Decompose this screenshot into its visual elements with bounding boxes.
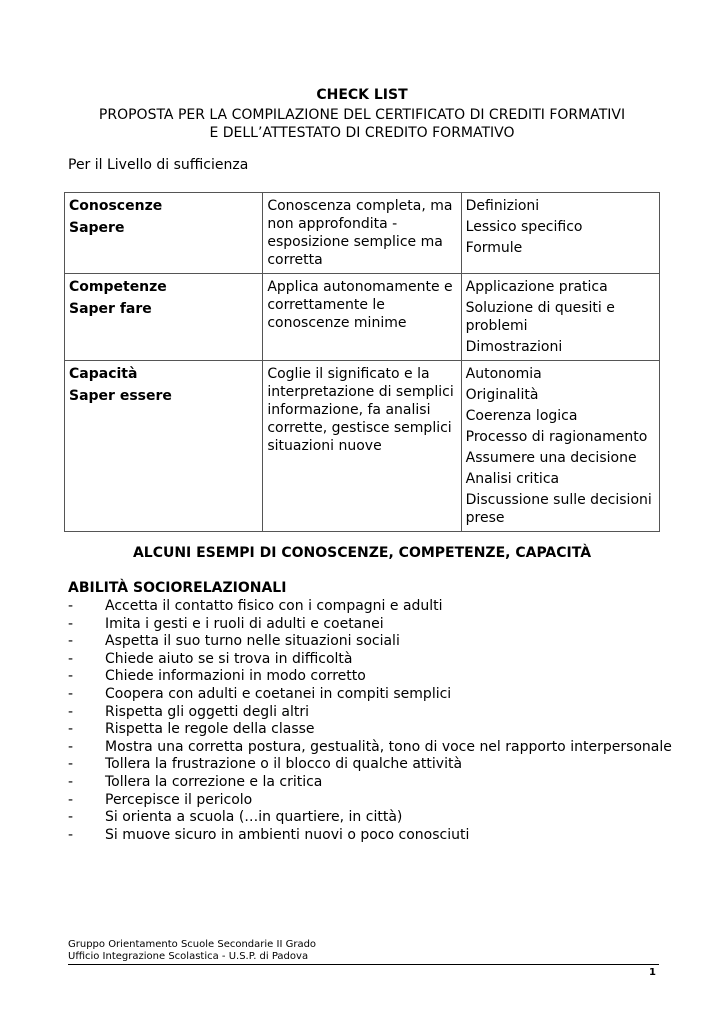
list-item: Processo di ragionamento xyxy=(465,429,648,445)
footer xyxy=(68,939,316,963)
list-item xyxy=(68,651,672,669)
list-item-text: Chiede informazioni in modo corretto xyxy=(105,668,366,685)
description-cell xyxy=(263,361,461,532)
description-cell xyxy=(263,193,461,274)
bullet-dash: - xyxy=(68,791,74,808)
items-cell xyxy=(461,193,659,274)
list-item xyxy=(68,721,672,739)
list-item: Applicazione pratica xyxy=(465,279,608,295)
category-label: Conoscenze xyxy=(69,198,163,214)
list-item: Autonomia xyxy=(465,366,542,382)
list-item-text: Mostra una corretta postura, gestualità, tono di voce nel rapporto interpersonale xyxy=(105,738,672,755)
checklist-table xyxy=(64,192,660,532)
list-item: Dimostrazioni xyxy=(465,339,563,355)
bullet-dash: - xyxy=(68,598,74,614)
category-cell xyxy=(65,193,263,274)
category-label: Competenze xyxy=(69,279,167,295)
bullet-dash: - xyxy=(68,756,74,773)
category-cell xyxy=(65,361,263,532)
bullet-dash: - xyxy=(68,773,74,790)
bullet-dash: - xyxy=(68,703,74,720)
list-item-text: Rispetta le regole della classe xyxy=(105,721,315,738)
bullet-dash: - xyxy=(68,826,74,843)
list-item: Lessico specifico xyxy=(465,219,583,235)
items-cell xyxy=(461,274,659,361)
list-item-text: Rispetta gli oggetti degli altri xyxy=(105,703,310,720)
footer-divider xyxy=(68,964,659,965)
bullet-dash: - xyxy=(68,633,74,650)
category-label: Capacità xyxy=(69,366,138,382)
list-item-text: Chiede aiuto se si trova in difficoltà xyxy=(105,650,353,667)
page-number: 1 xyxy=(649,967,656,978)
list-item-text: Aspetta il suo turno nelle situazioni sociali xyxy=(105,633,400,650)
list-item-text: Tollera la frustrazione o il blocco di qualche attività xyxy=(105,756,463,773)
list-item-text: Percepisce il pericolo xyxy=(105,791,253,808)
category-sublabel: Sapere xyxy=(69,220,125,236)
description-text: Coglie il significato e la interpretazione di semplici informazione, fa analisi corrette, gestisce semplici situazioni nuove xyxy=(267,366,454,454)
bullet-dash: - xyxy=(68,809,74,826)
table-row xyxy=(65,361,660,532)
section-title: ALCUNI ESEMPI DI CONOSCENZE, COMPETENZE, CAPACITÀ xyxy=(132,545,592,561)
list-item: Coerenza logica xyxy=(465,408,578,424)
bullet-dash: - xyxy=(68,668,74,685)
document-title: CHECK LIST xyxy=(316,87,408,103)
list-item: Assumere una decisione xyxy=(465,450,637,466)
list-item-text: Si orienta a scuola (…in quartiere, in città) xyxy=(105,809,403,826)
list-item: Formule xyxy=(465,240,523,256)
document-subtitle-line-1: PROPOSTA PER LA COMPILAZIONE DEL CERTIFICATO DI CREDITI FORMATIVI xyxy=(98,107,626,123)
list-item: Definizioni xyxy=(465,198,540,214)
list-item xyxy=(68,792,672,810)
abilities-heading: ABILITÀ SOCIORELAZIONALI xyxy=(68,580,287,596)
list-item-text: Tollera la correzione e la critica xyxy=(105,773,323,790)
table-row xyxy=(65,193,660,274)
description-text: Applica autonomamente e correttamente le conoscenze minime xyxy=(267,279,453,331)
bullet-dash: - xyxy=(68,721,74,738)
list-item-text: Accetta il contatto fisico con i compagni e adulti xyxy=(105,598,443,614)
bullet-dash: - xyxy=(68,685,74,702)
bullet-dash: - xyxy=(68,615,74,632)
list-item xyxy=(68,756,672,774)
list-item xyxy=(68,598,672,616)
list-item-text: Coopera con adulti e coetanei in compiti semplici xyxy=(105,685,452,702)
list-item xyxy=(68,616,672,634)
list-item xyxy=(68,704,672,722)
footer-line-1: Gruppo Orientamento Scuole Secondarie II Grado xyxy=(68,939,317,950)
list-item xyxy=(68,686,672,704)
list-item xyxy=(68,774,672,792)
list-item-text: Imita i gesti e i ruoli di adulti e coetanei xyxy=(105,615,384,632)
list-item xyxy=(68,633,672,651)
bullet-dash: - xyxy=(68,738,74,755)
description-cell xyxy=(263,274,461,361)
document-subtitle-line-2: E DELL’ATTESTATO DI CREDITO FORMATIVO xyxy=(209,125,515,141)
list-item xyxy=(68,809,672,827)
list-item: Discussione sulle decisioni prese xyxy=(465,492,652,526)
list-item xyxy=(68,668,672,686)
level-label: Per il Livello di sufficienza xyxy=(68,157,249,173)
description-text: Conoscenza completa, ma non approfondita - esposizione semplice ma corretta xyxy=(267,198,453,268)
list-item xyxy=(68,739,672,757)
list-item: Soluzione di quesiti e problemi xyxy=(465,300,615,334)
items-cell xyxy=(461,361,659,532)
category-sublabel: Saper fare xyxy=(69,301,152,317)
list-item: Originalità xyxy=(465,387,539,403)
category-sublabel: Saper essere xyxy=(69,388,172,404)
bullet-dash: - xyxy=(68,650,74,667)
category-cell xyxy=(65,274,263,361)
abilities-list xyxy=(68,598,672,844)
list-item-text: Si muove sicuro in ambienti nuovi o poco conosciuti xyxy=(105,826,470,843)
list-item: Analisi critica xyxy=(465,471,560,487)
footer-line-2: Ufficio Integrazione Scolastica - U.S.P. di Padova xyxy=(68,951,309,962)
table-row xyxy=(65,274,660,361)
list-item xyxy=(68,827,672,845)
